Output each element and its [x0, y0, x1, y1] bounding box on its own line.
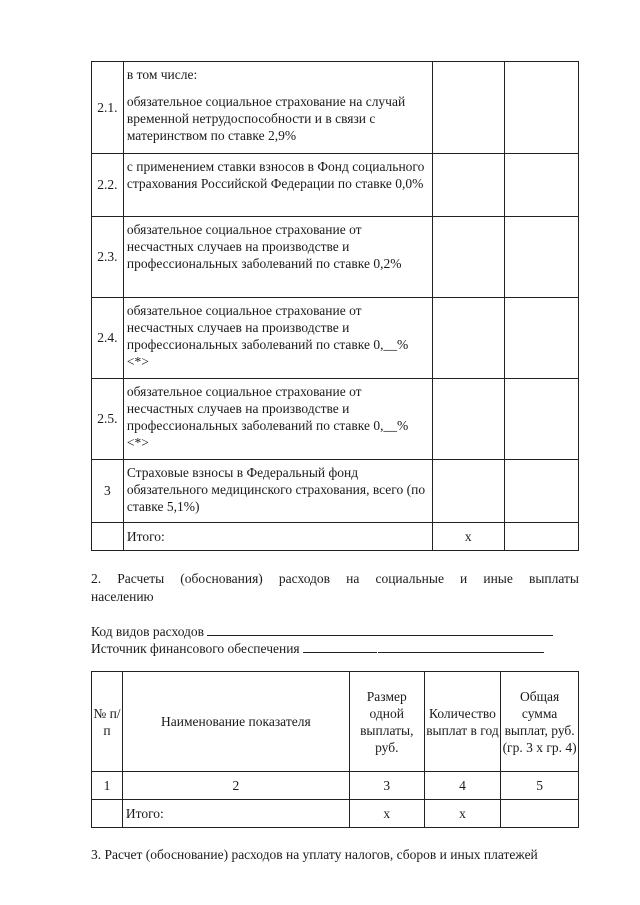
row-value-b	[504, 298, 578, 379]
funding-source-field-2[interactable]	[378, 639, 544, 653]
col-number-2: 2	[122, 772, 349, 800]
total-label: Итого:	[123, 523, 432, 551]
row-name-text: обязательное социальное страхование от несчастных случаев на производстве и профессиональных заболеваний по ставке 0,2%	[123, 217, 432, 298]
total-c3: х	[349, 800, 424, 828]
row-value-a	[432, 379, 504, 460]
row-value-b	[504, 379, 578, 460]
table-row	[92, 379, 579, 460]
row-number: 2.1.	[92, 62, 124, 154]
funding-source-label: Источник финансового обеспечения	[91, 641, 300, 656]
header-indicator-name: Наименование показателя	[122, 672, 349, 772]
row-number: 2.5.	[92, 379, 124, 460]
total-row	[92, 523, 579, 551]
row-value-a	[432, 460, 504, 523]
row-name-text: обязательное социальное страхование от несчастных случаев на производстве и профессиональных заболеваний по ставке 0,__% <*>	[123, 379, 432, 460]
row-value-b	[504, 217, 578, 298]
expense-code-label: Код видов расходов	[91, 624, 205, 639]
col-number-4: 4	[424, 772, 501, 800]
total-row	[92, 800, 579, 828]
row-number: 2.3.	[92, 217, 124, 298]
row-number: 2.2.	[92, 154, 124, 217]
funding-source-line	[91, 639, 544, 658]
expense-code-field[interactable]	[207, 622, 553, 636]
section-2-title: 2. Расчеты (обоснования) расходов на социальные и иные выплаты населению	[91, 571, 579, 604]
table-row	[92, 154, 579, 217]
row-number: 2.4.	[92, 298, 124, 379]
row-value-b	[504, 460, 578, 523]
row-number: 3	[92, 460, 124, 523]
total-c5	[501, 800, 579, 828]
insurance-contributions-table	[91, 61, 579, 551]
total-c4: х	[424, 800, 501, 828]
table-row	[92, 62, 579, 154]
table-row	[92, 217, 579, 298]
header-payment-count: Количество выплат в год	[424, 672, 501, 772]
row-value-a	[432, 154, 504, 217]
total-number	[92, 523, 124, 551]
header-payment-size: Размер одной выплаты, руб.	[349, 672, 424, 772]
header-number: № п/п	[92, 672, 123, 772]
row-name-text: обязательное социальное страхование на случай временной нетрудоспособности и в связи с материнством по ставке 2,9%	[126, 94, 406, 143]
row-value-a	[432, 298, 504, 379]
row-value-a	[432, 62, 504, 154]
col-number-5: 5	[501, 772, 579, 800]
total-value-a: х	[432, 523, 504, 551]
row-value-b	[504, 154, 578, 217]
row-name-text: Страховые взносы в Федеральный фонд обязательного медицинского страхования, всего (по ставке 5,1%)	[123, 460, 432, 523]
header-total-sum: Общая сумма выплат, руб. (гр. 3 х гр. 4)	[501, 672, 579, 772]
table-row	[92, 460, 579, 523]
total-number	[92, 800, 123, 828]
social-payments-table	[91, 671, 579, 828]
row-name	[123, 62, 432, 154]
col-number-3: 3	[349, 772, 424, 800]
row-name-text: с применением ставки взносов в Фонд социального страхования Российской Федерации по ставке 0,0%	[123, 154, 432, 217]
total-label: Итого:	[122, 800, 349, 828]
section-3-title: 3. Расчет (обоснование) расходов на уплату налогов, сборов и иных платежей	[91, 847, 538, 862]
row-name-text: обязательное социальное страхование от несчастных случаев на производстве и профессиональных заболеваний по ставке 0,__% <*>	[123, 298, 432, 379]
column-numbers-row	[92, 772, 579, 800]
row-value-a	[432, 217, 504, 298]
row-value-b	[504, 62, 578, 154]
header-row	[92, 672, 579, 772]
table-row	[92, 298, 579, 379]
col-number-1: 1	[92, 772, 123, 800]
funding-source-field-1[interactable]	[303, 639, 377, 653]
total-value-b	[504, 523, 578, 551]
row-intro: в том числе:	[126, 67, 198, 82]
